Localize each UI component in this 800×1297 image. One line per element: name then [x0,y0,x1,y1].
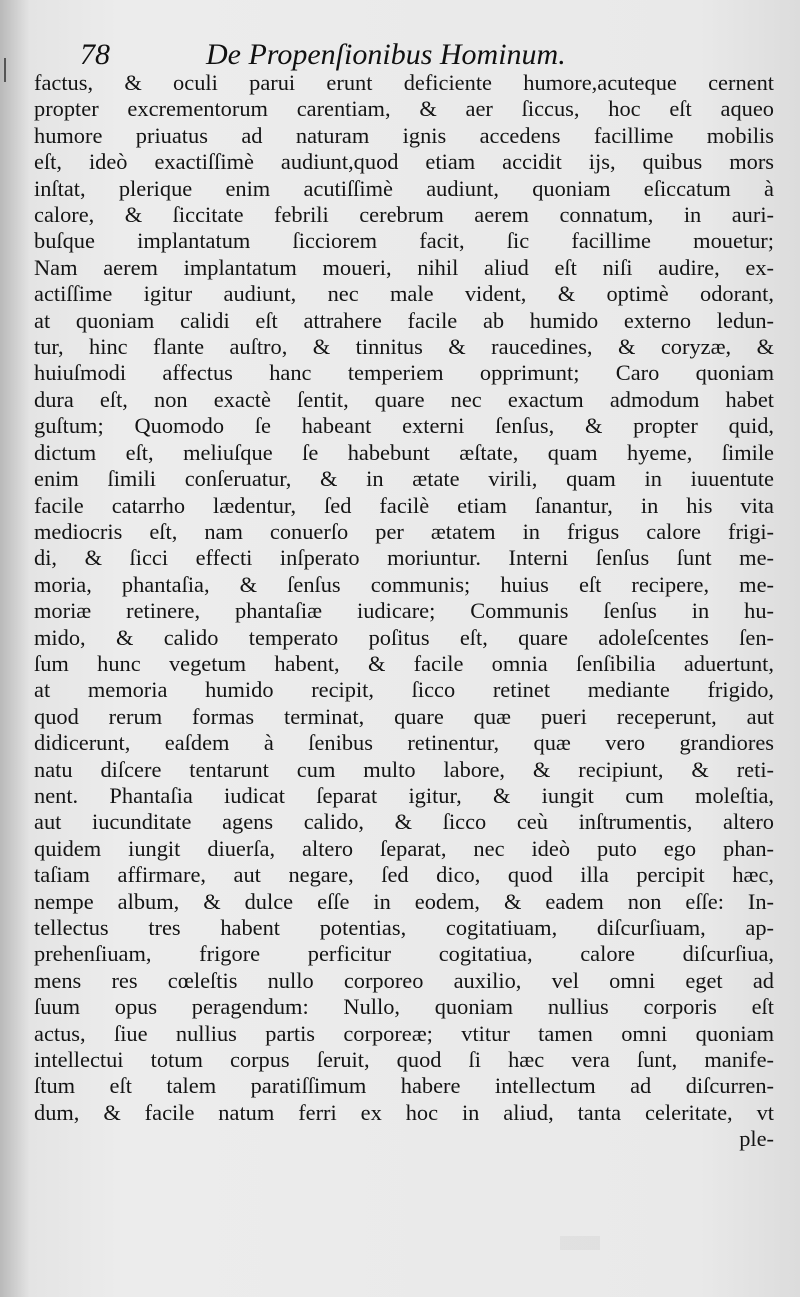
text-line: tur, hinc flante auſtro, & tinnitus & raucedines, & coryzæ, & [34,334,774,360]
text-line: calore, & ſiccitate febrili cerebrum aerem connatum, in auri- [34,202,774,228]
page-number: 78 [80,38,110,71]
text-line: nent. Phantaſia iudicat ſeparat igitur, & iungit cum moleſtia, [34,782,774,808]
text-line: humore priuatus ad naturam ignis accedens facillime mobilis [34,122,774,148]
text-line: tellectus tres habent potentias, cogitatiuam, diſcurſiuam, ap- [34,915,774,940]
text-line: nempe album, & dulce eſſe in eodem, & eadem non eſſe: In- [34,888,774,914]
margin-mark [4,58,6,82]
text-line: intellectui totum corpus ſeruit, quod ſi hæc vera ſunt, manife- [34,1047,774,1073]
text-line: ſuum opus peragendum: Nullo, quoniam nullius corporis eſt [34,994,774,1020]
text-line: facile catarrho lædentur, ſed facilè etiam ſanantur, in his vita [34,492,774,518]
text-line: natu diſcere tentarunt cum multo labore, & recipiunt, & reti- [34,756,774,782]
text-line: prehenſiuam, frigore perficitur cogitatiua, calore diſcurſiua, [34,941,774,967]
faint-stamp [560,1236,600,1250]
text-line: enim ſimili conſeruatur, & in ætate virili, quam in iuuentute [34,466,774,492]
running-title: De Propenſionibus Hominum. [206,38,566,71]
text-line: aut iucunditate agens calido, & ſicco ceù inſtrumentis, altero [34,809,774,835]
text-line: quod rerum formas terminat, quare quæ pueri receperunt, aut [34,703,774,729]
text-line: mediocris eſt, nam conuerſo per ætatem in frigus calore frigi- [34,518,774,544]
text-line: didicerunt, eaſdem à ſenibus retinentur, quæ vero grandiores [34,730,774,756]
text-line: guſtum; Quomodo ſe habeant externi ſenſus, & propter quid, [34,413,774,439]
text-line: at memoria humido recipit, ſicco retinet mediante frigido, [34,677,774,703]
text-line: taſiam affirmare, aut negare, ſed dico, quod illa percipit hæc, [34,862,774,888]
text-line: at quoniam calidi eſt attrahere facile ab humido externo ledun- [34,307,774,333]
text-line: quidem iungit diuerſa, altero ſeparat, nec ideò puto ego phan- [34,835,774,861]
text-line: mens res cœleſtis nullo corporeo auxilio, vel omni eget ad [34,967,774,993]
text-line: moriæ retinere, phantaſiæ iudicare; Communis ſenſus in hu- [34,598,774,624]
text-line: moria, phantaſia, & ſenſus communis; huius eſt recipere, me- [34,571,774,597]
text-line: dum, & facile natum ferri ex hoc in aliud, tanta celeritate, vt [34,1099,774,1125]
text-line: factus, & oculi parui erunt deficiente humore,acuteque cernent [34,70,774,95]
text-line: inſtat, plerique enim acutiſſimè audiunt, quoniam eſiccatum à [34,175,774,201]
text-line: actus, ſiue nullius partis corporeæ; vtitur tamen omni quoniam [34,1020,774,1046]
body-text [34,70,774,1153]
text-line: Nam aerem implantatum moueri, nihil aliud eſt niſi audire, ex- [34,254,774,280]
text-line: mido, & calido temperato poſitus eſt, quare adoleſcentes ſen- [34,624,774,650]
catchword: ple- [739,1126,774,1152]
text-line: eſt, ideò exactiſſimè audiunt,quod etiam accidit ijs, quibus mors [34,149,774,175]
text-line: buſque implantatum ſicciorem facit, ſic facillime mouetur; [34,228,774,254]
text-line: actiſſime igitur audiunt, nec male vident, & optimè odorant, [34,281,774,307]
text-line: ſtum eſt talem paratiſſimum habere intellectum ad diſcurren- [34,1073,774,1099]
text-line: dura eſt, non exactè ſentit, quare nec exactum admodum habet [34,386,774,412]
text-line: di, & ſicci effecti inſperato moriuntur. Interni ſenſus ſunt me- [34,545,774,571]
text-line: huiuſmodi affectus hanc temperiem opprimunt; Caro quoniam [34,360,774,386]
text-line: dictum eſt, meliuſque ſe habebunt æſtate, quam hyeme, ſimile [34,439,774,465]
text-line: ſum hunc vegetum habent, & facile omnia ſenſibilia aduertunt, [34,650,774,676]
text-line: propter excrementorum carentiam, & aer ſiccus, hoc eſt aqueo [34,96,774,122]
